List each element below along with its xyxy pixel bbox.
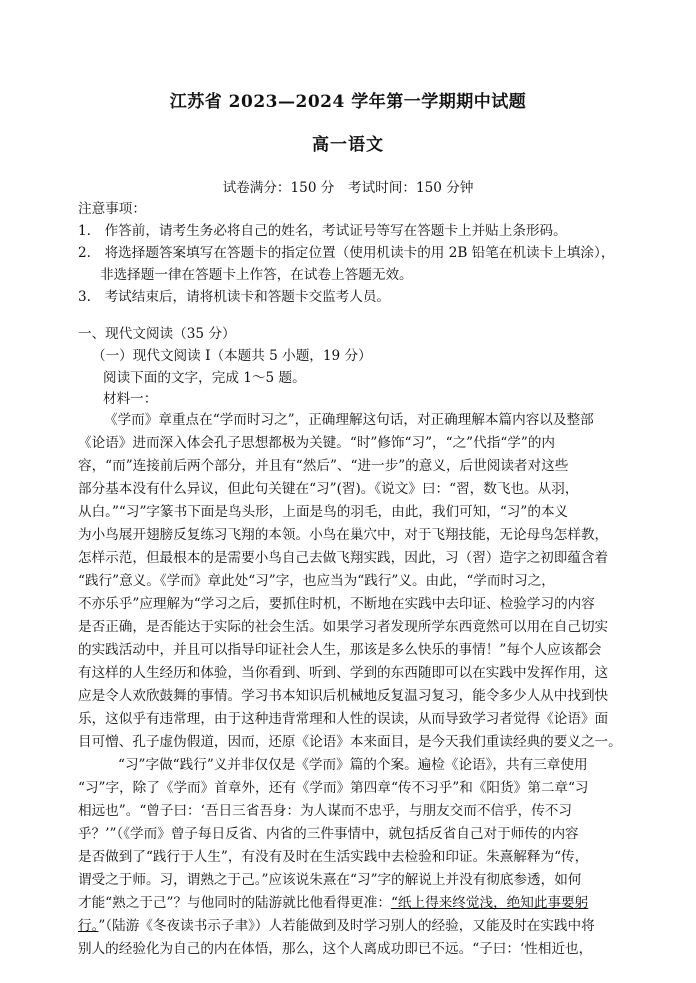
passage-line: 谓受之于师。习，谓熟之于己。”应该说朱熹在“习”字的解说上并没有彻底参透，如何 (78, 872, 582, 888)
passage-line: 《学而》章重点在“学而时习之”，正确理解这句话，对正确理解本篇内容以及整部 (104, 412, 594, 428)
exam-title: 江苏省 2023—2024 学年第一学期期中试题 (169, 92, 527, 112)
passage-line: 相远也”。“曾子曰：‘吾日三省吾身：为人谋而不忠乎，与朋友交而不信乎，传不习 (78, 803, 572, 819)
note-item-3: 3. 考试结束后，请将机读卡和答题卡交监考人员。 (78, 289, 391, 305)
notes-heading: 注意事项： (78, 201, 146, 217)
passage-line: 部分基本没有什么异议，但此句关键在“习”(習)。《说文》曰：“習，数飞也。从羽， (78, 481, 579, 497)
passage-line: 为小鸟展开翅膀反复练习飞翔的本领。小鸟在巢穴中，对于飞翔技能，无论母鸟怎样教， (78, 527, 609, 543)
material-label: 材料一： (103, 391, 158, 407)
passage-line (78, 891, 588, 915)
reading-instruction: 阅读下面的文字，完成 1～5 题。 (103, 370, 306, 386)
passage-line: 怎样示范，但最根本的是需要小鸟自己去做飞翔实践，因此，习（習）造字之初即蕴含着 (78, 550, 609, 566)
passage-line: 从白。”“习”字篆书下面是鸟头形，上面是鸟的羽毛，由此，我们可知，“习”的本义 (78, 504, 569, 520)
note-item-2-continued: 非选择题一律在答题卡上作答，在试卷上答题无效。 (100, 267, 413, 283)
passage-line: 是否正确，是否能达于实际的社会生活。如果学习者发现所学东西竟然可以用在自己切实 (78, 619, 609, 635)
passage-line: 乐，这似乎有违常理，由于这种违背常理和人性的误读，从而导致学习者觉得《论语》面 (78, 711, 609, 727)
passage-line: 乎？’”（《学而》曾子每日反省、内省的三件事情中，就包括反省自己对于师传的内容 (78, 826, 579, 842)
exam-subtitle: 高一语文 (312, 135, 384, 155)
section-heading: 一、现代文阅读（35 分） (78, 326, 236, 342)
passage-line: 有这样的人生经历和体验，当你看到、听到、学到的东西随即可以在实践中发挥作用，这 (78, 665, 609, 681)
passage-line (78, 914, 595, 938)
passage-line: 是否做到了“践行于人生”，有没有及时在生活实践中去检验和印证。朱熹解释为“传， (78, 849, 589, 865)
passage-line: 不亦乐乎”应理解为“学习之后，要抓住时机，不断地在实践中去印证、检验学习的内容 (78, 596, 595, 612)
note-item-1: 1. 作答前，请考生务必将自己的姓名，考试证号等写在答题卡上并贴上条形码。 (78, 223, 567, 239)
passage-line: “践行”意义。《学而》章此处“习”字，也应当为“践行”义。由此，“学而时习之， (78, 573, 555, 589)
passage-line: 别人的经验化为自己的内在体悟，那么，这个人离成功即已不远。“子曰：‘性相近也， (78, 941, 593, 957)
underlined-quote: “纸上得来终觉浅，绝知此事要躬 (390, 895, 589, 911)
exam-info: 试卷满分：150 分 考试时间：150 分钟 (222, 180, 474, 196)
passage-line: 的实践活动中，并且可以指导印证社会人生，那该是多么快乐的事情！”每个人应该都会 (78, 642, 602, 658)
passage-line: 容，“而”连接前后两个部分，并且有“然后”、“进一步”的意义，后世阅读者对这些 (78, 458, 569, 474)
passage-line: “习”字做“践行”义并非仅仅是《学而》篇的个案。遍检《论语》，共有三章使用 (118, 757, 588, 773)
passage-line: 目可憎、孔子虚伪假道，因而，还原《论语》本来面目，是今天我们重读经典的要义之一。 (78, 734, 622, 750)
passage-line: 《论语》进而深入体会孔子思想都极为关键。“时”修饰“习”，“之”代指“学”的内 (78, 435, 556, 451)
passage-text: 才能“熟之于己”？与他同时的陆游就比他看得更准： (78, 895, 391, 911)
passage-line: 应是令人欢欣鼓舞的事情。学习书本知识后机械地反复温习复习，能令多少人从中找到快 (78, 688, 609, 704)
underlined-quote: 行。 (78, 918, 99, 934)
note-item-2: 2. 将选择题答案填写在答题卡的指定位置（使用机读卡的用 2B 铅笔在机读卡上填涂）， (78, 245, 615, 261)
passage-text: ”（陆游《冬夜读书示子聿》）人若能做到及时学习别人的经验，又能及时在实践中将 (98, 918, 595, 934)
passage-line: “习”字，除了《学而》首章外，还有《学而》第四章“传不习乎”和《阳货》第二章“习 (78, 780, 589, 796)
subsection-heading: （一）现代文阅读 I（本题共 5 小题，19 分） (92, 348, 372, 364)
